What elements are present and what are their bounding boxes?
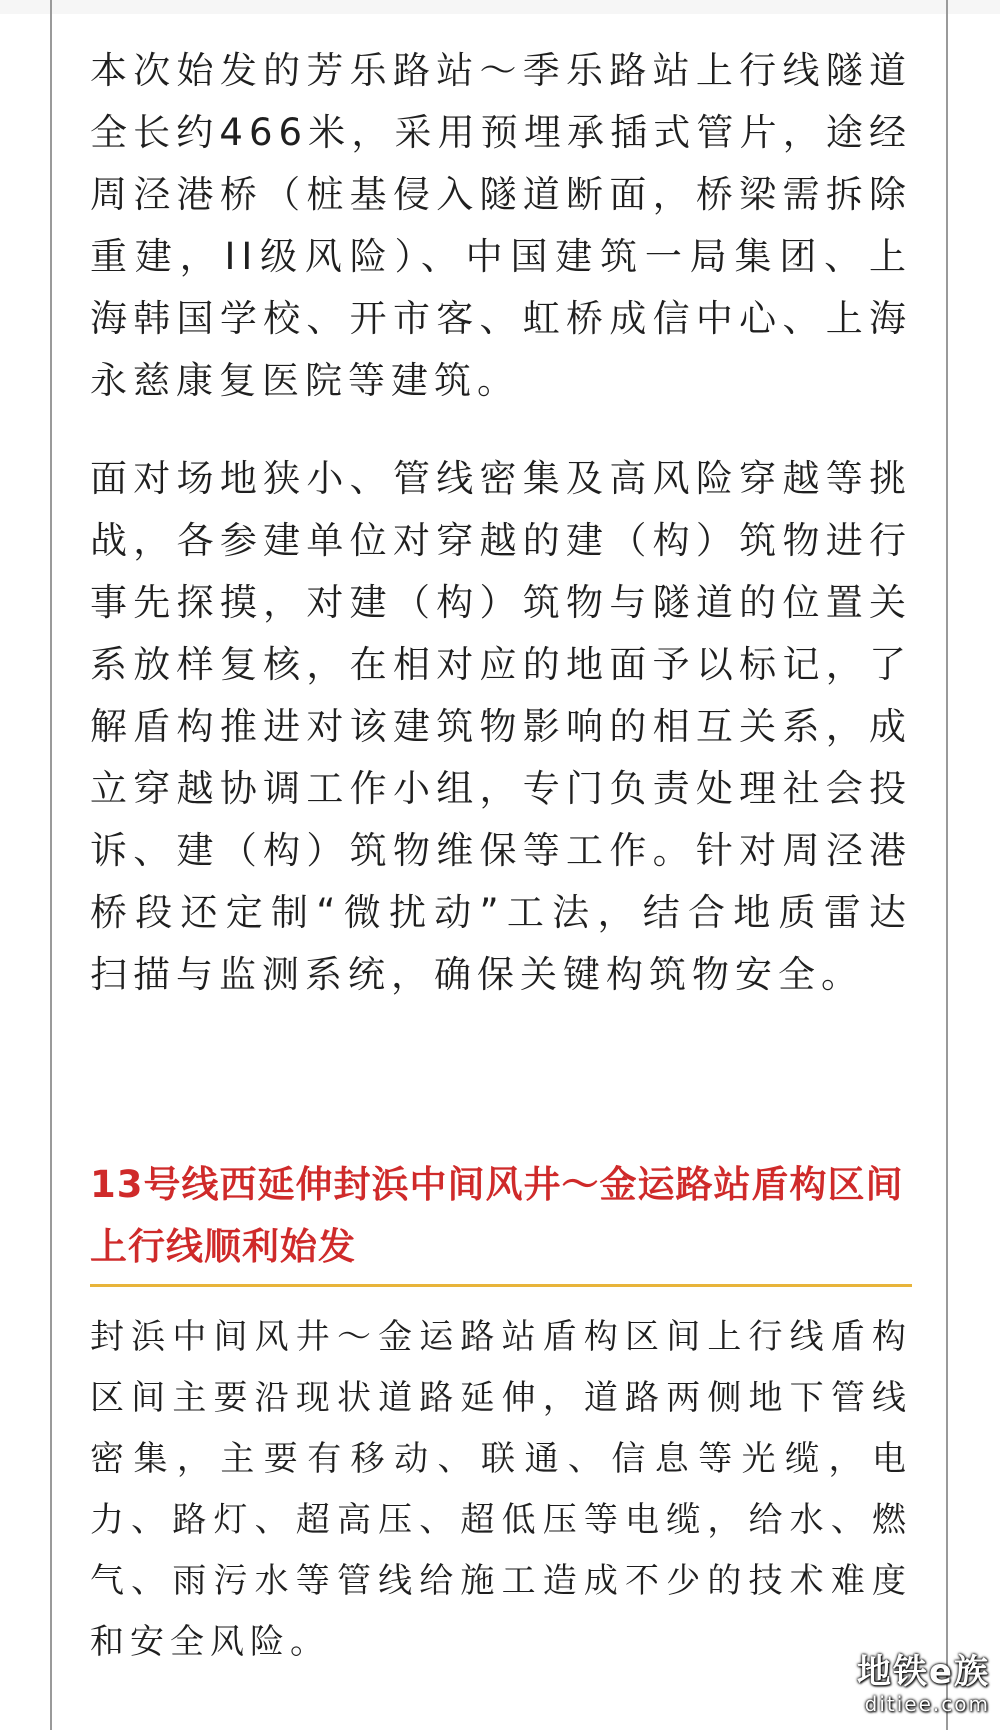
watermark-logo: 地铁e族	[856, 1652, 990, 1692]
watermark-url: ditiee.com	[864, 1692, 990, 1716]
article-paragraph-3: 封浜中间风井～金运路站盾构区间上行线盾构区间主要沿现状道路延伸，道路两侧地下管线密集，主要有移动、联通、信息等光缆，电力、路灯、超高压、超低压等电缆，给水、燃气、雨污水等管线给施工造成不少的技术难度和安全风险。	[90, 1317, 912, 1662]
article-body	[90, 40, 912, 1673]
section-heading: 13号线西延伸封浜中间风井～金运路站盾构区间上行线顺利始发	[90, 1163, 904, 1268]
heading-underline	[90, 1284, 912, 1287]
article-paragraph-1: 本次始发的芳乐路站～季乐路站上行线隧道全长约466米，采用预埋承插式管片，途经周泾港桥（桩基侵入隧道断面，桥梁需拆除重建，II级风险）、中国建筑一局集团、上海韩国学校、开市客、虹桥成信中心、上海永慈康复医院等建筑。	[90, 49, 912, 402]
article-paragraph-2: 面对场地狭小、管线密集及高风险穿越等挑战，各参建单位对穿越的建（构）筑物进行事先探摸，对建（构）筑物与隧道的位置关系放样复核，在相对应的地面予以标记，了解盾构推进对该建筑物影响的相互关系，成立穿越协调工作小组，专门负责处理社会投诉、建（构）筑物维保等工作。针对周泾港桥段还定制“微扰动”工法，结合地质雷达扫描与监测系统，确保关键构筑物安全。	[90, 457, 912, 996]
site-watermark	[857, 1652, 990, 1716]
